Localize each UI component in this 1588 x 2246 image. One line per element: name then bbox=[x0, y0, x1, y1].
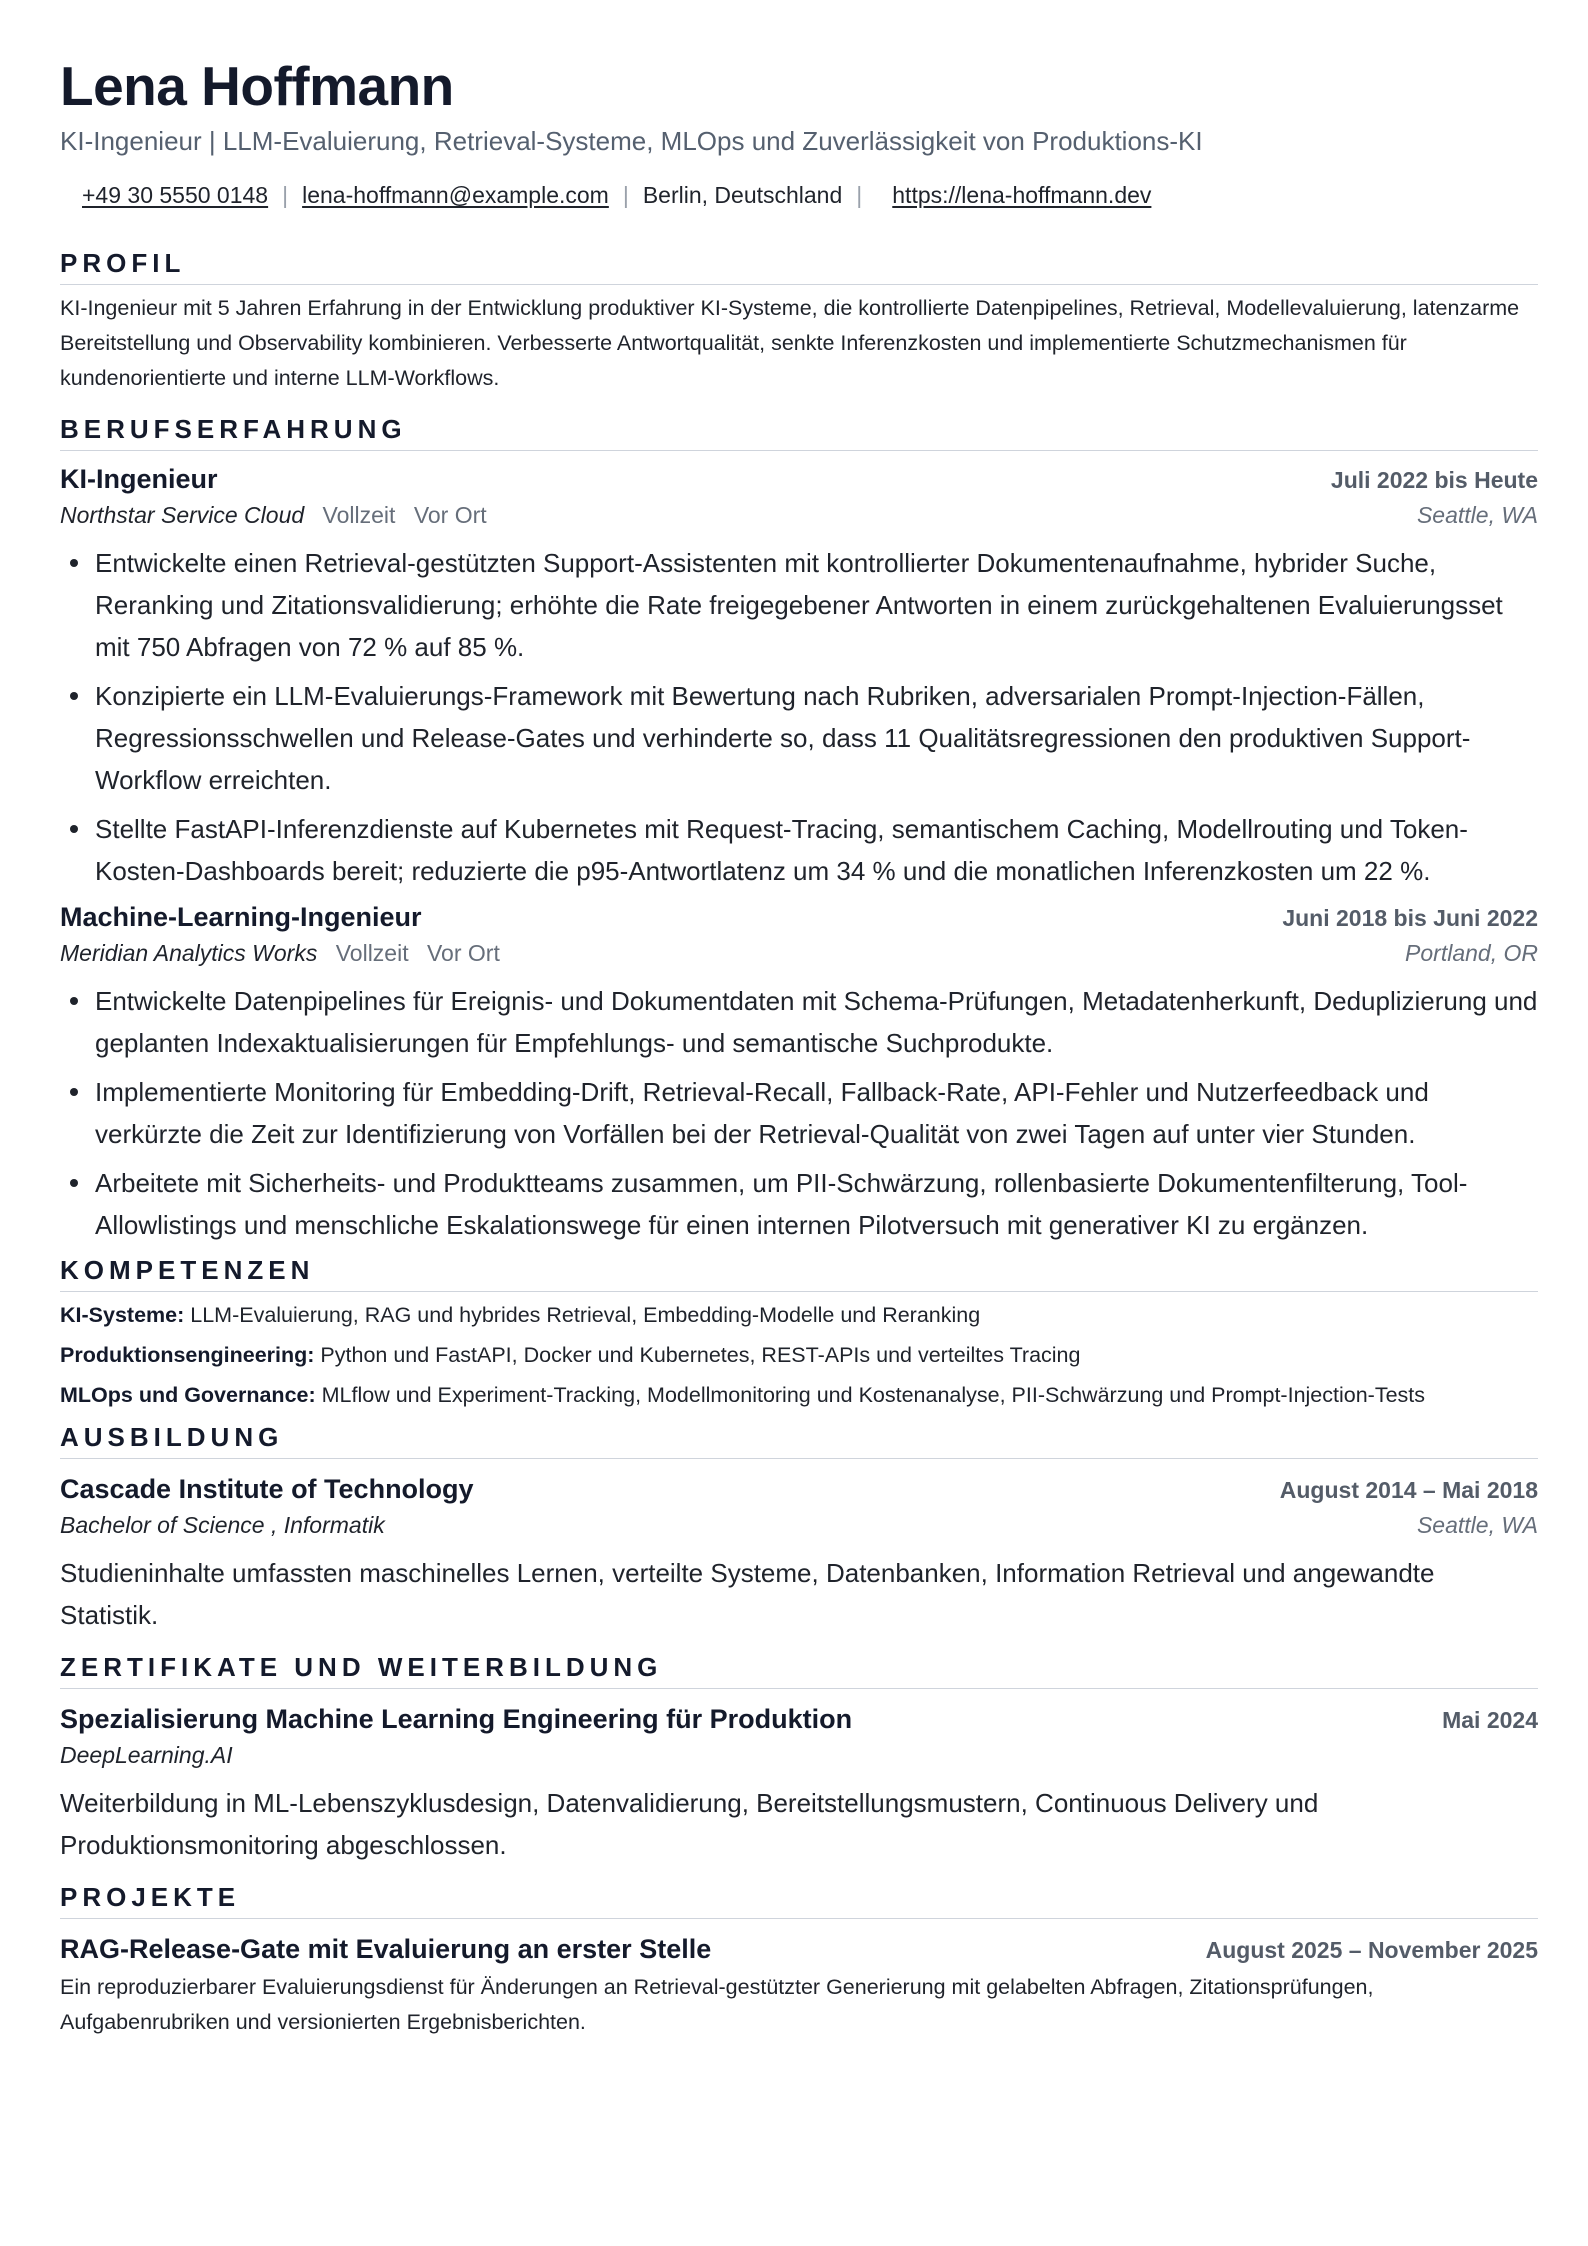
project-text: Ein reproduzierbarer Evaluierungsdienst für Änderungen an Retrieval-gestützter Generierung mit gelabelten Abfragen, Zitationsprüfungen, Aufgabenrubriken und versionierten Ergebnisberichten. bbox=[60, 1975, 1374, 2034]
certification-issuer: DeepLearning.AI bbox=[60, 1742, 233, 1768]
job-location: Seattle, WA bbox=[1416, 502, 1538, 528]
candidate-headline: KI-Ingenieur | LLM-Evaluierung, Retrieval-Systeme, MLOps und Zuverlässigkeit von Produktions-KI bbox=[60, 126, 1203, 156]
separator: | bbox=[856, 182, 863, 208]
skill-value: Python und FastAPI, Docker und Kubernetes, REST-APIs und verteiltes Tracing bbox=[320, 1343, 1081, 1367]
certification-text: Weiterbildung in ML-Lebenszyklusdesign, Datenvalidierung, Bereitstellungsmustern, Continuous Delivery und Produktionsmonitoring abgeschlossen. bbox=[60, 1788, 1319, 1860]
education-text: Studieninhalte umfassten maschinelles Lernen, verteilte Systeme, Datenbanken, Information Retrieval und angewandte Statistik. bbox=[60, 1558, 1435, 1630]
education-dates: August 2014 – Mai 2018 bbox=[1279, 1477, 1538, 1503]
job-bullet: Entwickelte Datenpipelines für Ereignis- und Dokumentdaten mit Schema-Prüfungen, Metadatenherkunft, Deduplizierung und geplanten Indexaktualisierungen für Empfehlungs- und semantische Suchprodukte. bbox=[95, 980, 1538, 1064]
education-section bbox=[60, 1420, 1538, 1636]
skill-row bbox=[60, 1340, 1538, 1370]
skill-label: MLOps und Governance: bbox=[60, 1383, 316, 1407]
job-entry bbox=[60, 899, 1538, 1246]
contact-line bbox=[60, 180, 1538, 210]
job-dates: Juni 2018 bis Juni 2022 bbox=[1282, 905, 1538, 931]
skill-value: LLM-Evaluierung, RAG und hybrides Retrieval, Embedding-Modelle und Reranking bbox=[190, 1303, 981, 1327]
section-title-profile: PROFIL bbox=[60, 246, 1538, 285]
job-bullet: Konzipierte ein LLM-Evaluierungs-Framework mit Bewertung nach Rubriken, adversarialen Prompt-Injection-Fällen, Regressionsschwellen und Release-Gates und verhinderte so, dass 11 Qualitätsregressionen den produktiven Support-Workflow erreichten. bbox=[95, 675, 1538, 801]
skill-row bbox=[60, 1380, 1538, 1410]
separator: | bbox=[622, 182, 629, 208]
profile-section bbox=[60, 246, 1538, 396]
project-dates: August 2025 – November 2025 bbox=[1205, 1937, 1538, 1963]
job-entry bbox=[60, 461, 1538, 892]
section-title-education: AUSBILDUNG bbox=[60, 1420, 1538, 1459]
job-bullet: Stellte FastAPI-Inferenzdienste auf Kubernetes mit Request-Tracing, semantischem Caching, Modellrouting und Token-Kosten-Dashboards bereit; reduzierte die p95-Antwortlatenz um 34 % und die monatlichen Inferenzkosten um 22 %. bbox=[95, 808, 1538, 892]
job-bullets bbox=[60, 542, 1538, 892]
section-title-projects: PROJEKTE bbox=[60, 1880, 1538, 1919]
section-title-experience: BERUFSERFAHRUNG bbox=[60, 412, 1538, 451]
certification-name: Spezialisierung Machine Learning Engineering für Produktion bbox=[60, 1704, 853, 1734]
education-school: Cascade Institute of Technology bbox=[60, 1474, 474, 1504]
job-type: Vollzeit bbox=[335, 940, 409, 966]
job-dates: Juli 2022 bis Heute bbox=[1330, 467, 1538, 493]
skills-section bbox=[60, 1253, 1538, 1410]
skill-row bbox=[60, 1300, 1538, 1330]
candidate-name: Lena Hoffmann bbox=[60, 55, 454, 117]
experience-section bbox=[60, 412, 1538, 1246]
profile-text: KI-Ingenieur mit 5 Jahren Erfahrung in der Entwicklung produktiver KI-Systeme, die kontrollierte Datenpipelines, Retrieval, Modellevaluierung, latenzarme Bereitstellung und Observability kombinieren. Verbesserte Antwortqualität, senkte Inferenzkosten und implementierte Schutzmechanismen für kundenorientierte und interne LLM-Workflows. bbox=[60, 296, 1520, 390]
job-mode: Vor Ort bbox=[413, 502, 487, 528]
projects-section bbox=[60, 1880, 1538, 2040]
job-bullet: Implementierte Monitoring für Embedding-Drift, Retrieval-Recall, Fallback-Rate, API-Fehler und Nutzerfeedback und verkürzte die Zeit zur Identifizierung von Vorfällen bei der Retrieval-Qualität von zwei Tagen auf unter vier Stunden. bbox=[95, 1071, 1538, 1155]
phone-link[interactable]: +49 30 5550 0148 bbox=[82, 182, 269, 208]
job-title: KI-Ingenieur bbox=[60, 464, 218, 494]
job-bullet: Entwickelte einen Retrieval-gestützten Support-Assistenten mit kontrollierter Dokumentenaufnahme, hybrider Suche, Reranking und Zitationsvalidierung; erhöhte die Rate freigegebener Antworten in einem zurückgehaltenen Evaluierungsset mit 750 Abfragen von 72 % auf 85 %. bbox=[95, 542, 1538, 668]
website-link[interactable]: https://lena-hoffmann.dev bbox=[892, 182, 1152, 208]
skill-value: MLflow und Experiment-Tracking, Modellmonitoring und Kostenanalyse, PII-Schwärzung und Prompt-Injection-Tests bbox=[321, 1383, 1426, 1407]
job-company: Meridian Analytics Works bbox=[60, 940, 318, 966]
job-title: Machine-Learning-Ingenieur bbox=[60, 902, 422, 932]
location-text: Berlin, Deutschland bbox=[642, 182, 843, 208]
job-company: Northstar Service Cloud bbox=[60, 502, 305, 528]
job-bullet: Arbeitete mit Sicherheits- und Produktteams zusammen, um PII-Schwärzung, rollenbasierte Dokumentenfilterung, Tool-Allowlistings und menschliche Eskalationswege für einen internen Pilotversuch mit generativer KI zu ergänzen. bbox=[95, 1162, 1538, 1246]
section-title-certifications: ZERTIFIKATE UND WEITERBILDUNG bbox=[60, 1650, 1538, 1689]
skill-label: KI-Systeme: bbox=[60, 1303, 185, 1327]
section-title-skills: KOMPETENZEN bbox=[60, 1253, 1538, 1292]
certifications-section bbox=[60, 1650, 1538, 1866]
education-degree: Bachelor of Science , Informatik bbox=[60, 1512, 385, 1538]
job-mode: Vor Ort bbox=[426, 940, 500, 966]
separator: | bbox=[282, 182, 289, 208]
skill-label: Produktionsengineering: bbox=[60, 1343, 315, 1367]
job-location: Portland, OR bbox=[1405, 940, 1538, 966]
job-bullets bbox=[60, 980, 1538, 1246]
job-type: Vollzeit bbox=[322, 502, 396, 528]
certification-date: Mai 2024 bbox=[1442, 1707, 1538, 1733]
email-link[interactable]: lena-hoffmann@example.com bbox=[302, 182, 609, 208]
education-location: Seattle, WA bbox=[1416, 1512, 1538, 1538]
project-name: RAG-Release-Gate mit Evaluierung an erster Stelle bbox=[60, 1934, 712, 1964]
